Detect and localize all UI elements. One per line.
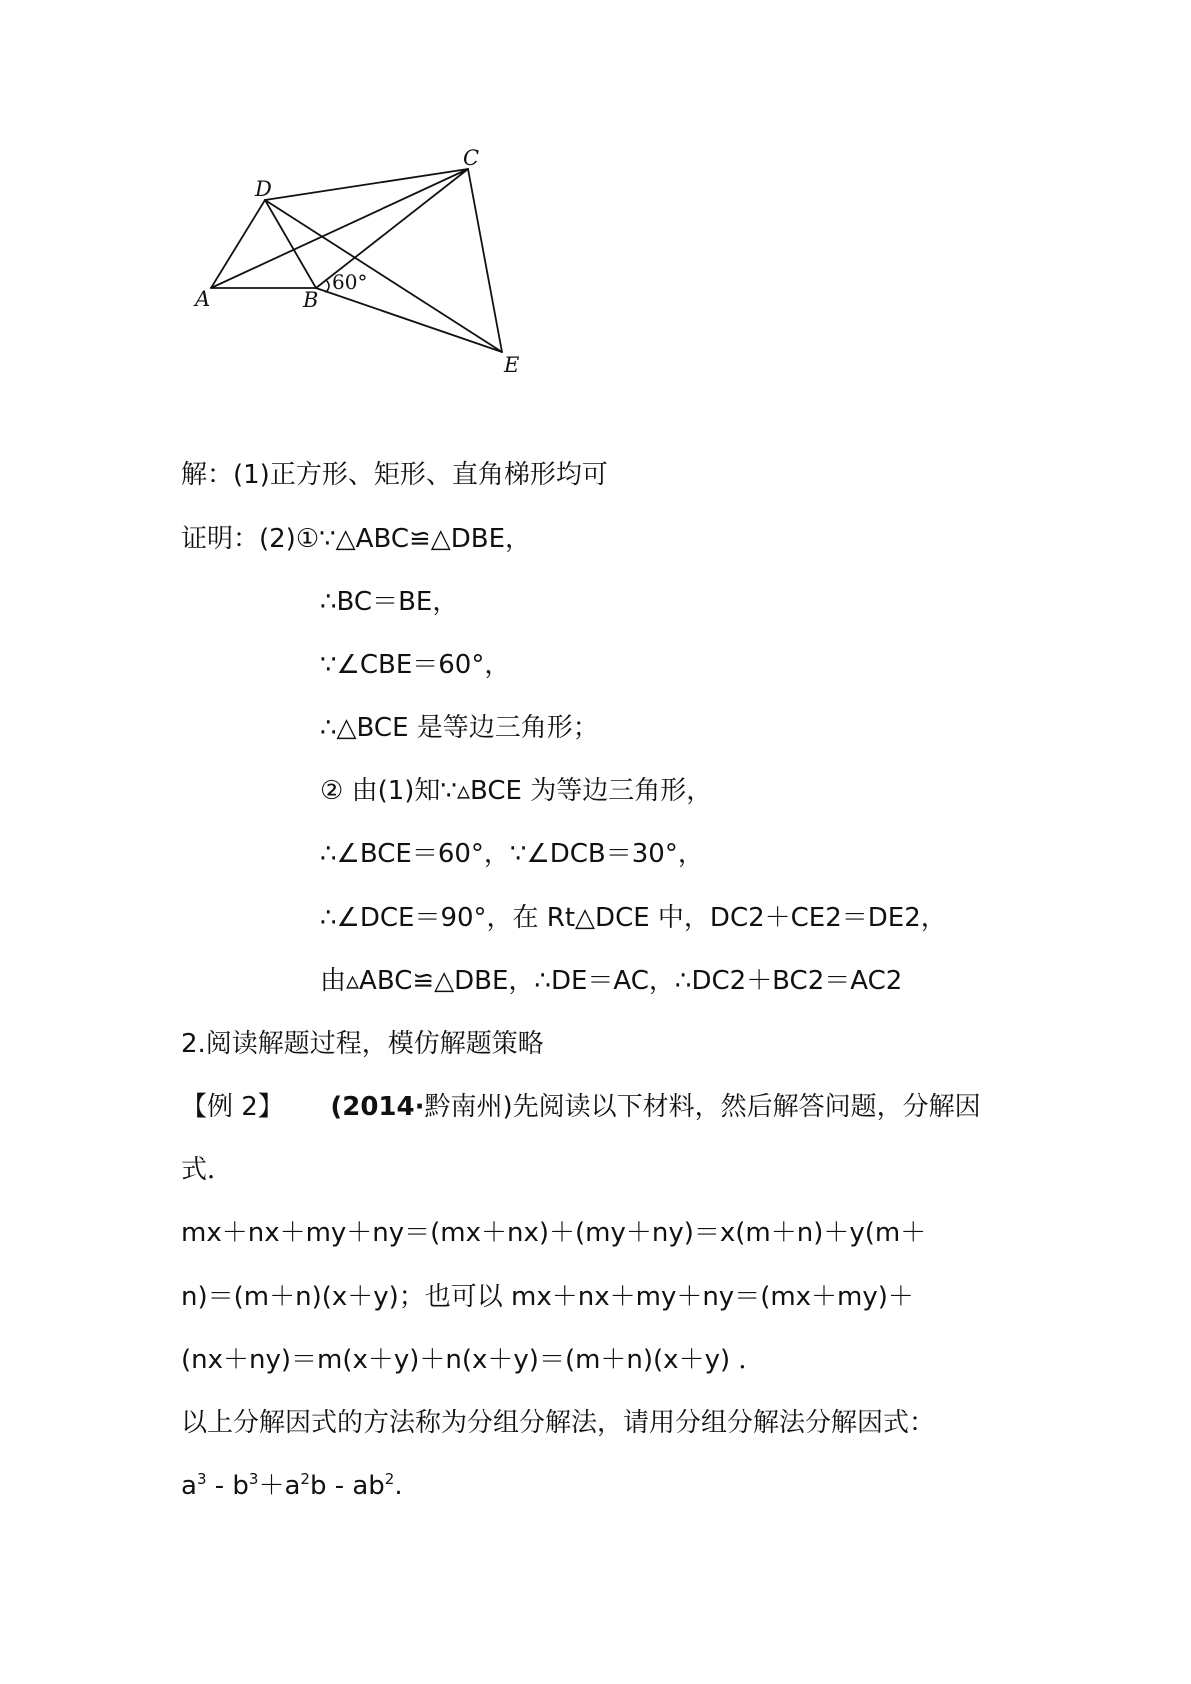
example-source-year: (2014·: [330, 1092, 425, 1122]
example-header: [181, 1091, 981, 1123]
triangle-diagram: [170, 140, 550, 410]
solution-line-5: ∴△BCE 是等边三角形；: [320, 713, 599, 743]
solution-line-3: ∴BC＝BE，: [320, 587, 459, 617]
expr-exp-1: 3: [196, 1470, 207, 1488]
segment-DB: [265, 200, 316, 288]
solution-line-7: ∴∠BCE＝60°，∵∠DCB＝30°，: [320, 839, 704, 869]
segment-DC: [265, 169, 468, 200]
expr-term-4: b - ab: [309, 1471, 385, 1501]
section-heading: 2.阅读解题过程，模仿解题策略: [181, 1029, 544, 1059]
solution-line-1: 解：(1)正方形、矩形、直角梯形均可: [181, 460, 608, 490]
label-C: C: [463, 146, 480, 170]
example-tag: 【例 2】: [181, 1092, 284, 1122]
expr-term-1: a: [181, 1471, 197, 1501]
label-D: D: [255, 177, 272, 201]
expr-exp-3: 2: [300, 1470, 310, 1488]
material-line-3: (nx＋ny)＝m(x＋y)＋n(x＋y)＝(m＋n)(x＋y) ．: [181, 1345, 765, 1375]
instruction-line: 以上分解因式的方法称为分组分解法，请用分组分解法分解因式：: [181, 1408, 936, 1438]
expr-period: .: [394, 1471, 403, 1501]
solution-line-9: 由▵ABC≌△DBE，∴DE＝AC，∴DC2＋BC2＝AC2: [320, 966, 903, 996]
material-line-1: mx＋nx＋my＋ny＝(mx＋nx)＋(my＋ny)＝x(m＋n)＋y(m＋: [181, 1218, 927, 1248]
label-E: E: [504, 353, 520, 377]
expr-term-3: ＋a: [258, 1471, 301, 1501]
material-line-2: n)＝(m＋n)(x＋y)；也可以 mx＋nx＋my＋ny＝(mx＋my)＋: [181, 1282, 914, 1312]
angle-arc-CBE: [326, 280, 329, 292]
solution-line-4: ∵∠CBE＝60°，: [320, 650, 511, 680]
example-text: 先阅读以下材料，然后解答问题，分解因: [512, 1092, 981, 1122]
solution-line-2: 证明：(2)①∵△ABC≌△DBE，: [181, 524, 532, 554]
expr-exp-2: 3: [248, 1470, 259, 1488]
solution-line-8: ∴∠DCE＝90°，在 Rt△DCE 中，DC2＋CE2＝DE2，: [320, 903, 947, 933]
label-A: A: [195, 287, 211, 311]
angle-label-60: 60°: [332, 270, 368, 294]
example-text-continued: 式．: [181, 1155, 234, 1185]
segment-CE: [468, 169, 502, 352]
expression-line: [181, 1470, 403, 1502]
expr-exp-4: 2: [384, 1470, 395, 1488]
label-B: B: [303, 288, 319, 312]
segment-DE: [265, 200, 502, 352]
expr-term-2: - b: [206, 1471, 249, 1501]
solution-line-6: ② 由(1)知∵▵BCE 为等边三角形，: [320, 776, 713, 806]
example-source-place: 黔南州): [424, 1092, 513, 1122]
segment-BE: [316, 288, 502, 352]
geometry-figure: [170, 140, 550, 410]
